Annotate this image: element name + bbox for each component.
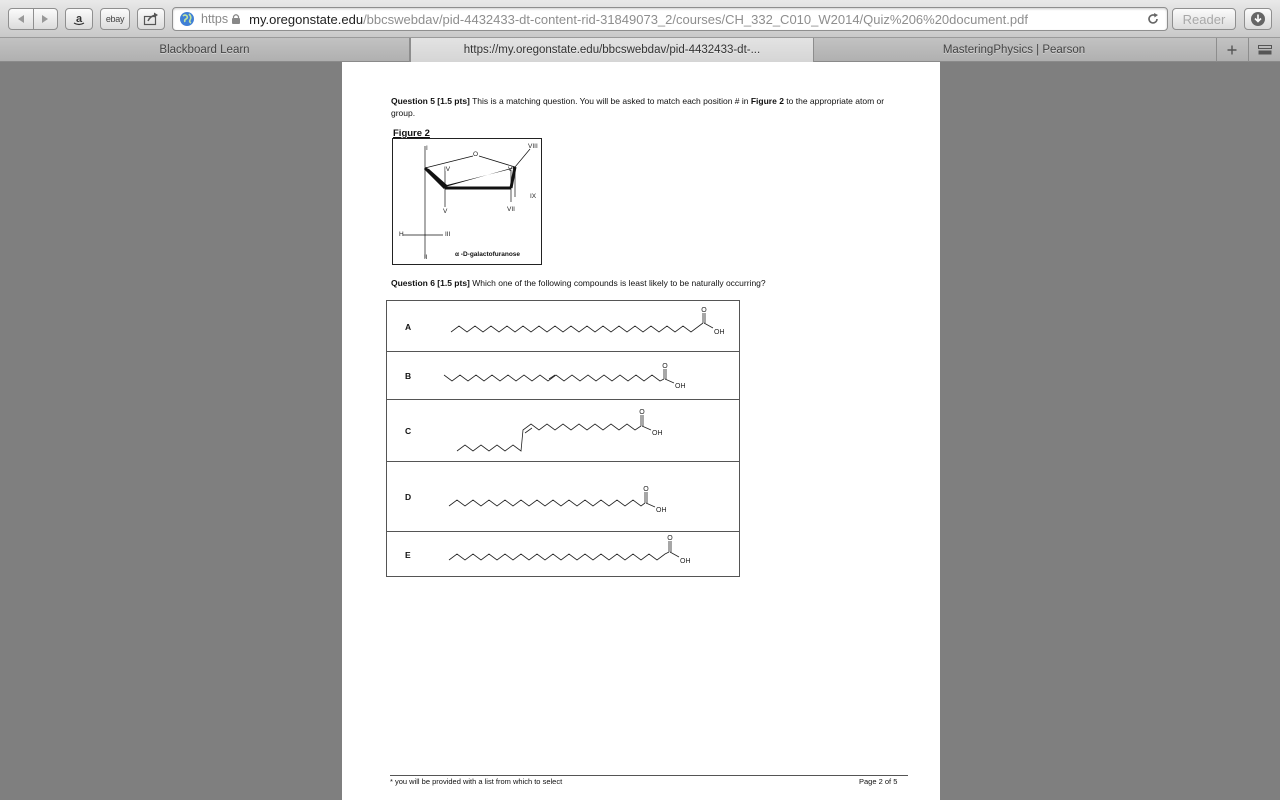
footer-note: * you will be provided with a list from which to select [390, 777, 563, 786]
compound-c-hydroxyl: OH [652, 430, 663, 437]
question-6-text [391, 278, 911, 290]
choice-row-a [387, 301, 739, 352]
choice-label-d: D [405, 492, 412, 502]
downloads-button[interactable] [1244, 8, 1272, 30]
https-label: https [201, 12, 229, 26]
compound-d-structure [387, 462, 739, 532]
compound-b-oxygen: O [662, 363, 668, 370]
choice-row-b [387, 352, 739, 400]
tab-quiz-document[interactable]: https://my.oregonstate.edu/bbcswebdav/pid-4432433-dt-... [410, 38, 814, 62]
position-v-label: V [443, 208, 448, 215]
compound-a-structure [387, 301, 739, 352]
download-icon [1250, 11, 1266, 27]
hydrogen-label: H [399, 231, 404, 238]
question-5-text [391, 96, 891, 119]
question-6-heading: Question 6 [1.5 pts] [391, 278, 470, 288]
svg-text:a: a [75, 13, 83, 25]
compound-c-oxygen: O [639, 409, 645, 416]
browser-toolbar [0, 0, 1280, 38]
url-path: /bbcswebdav/pid-4432433-dt-content-rid-31849073_2/courses/CH_332_C010_W2014/Quiz%206%20document.pdf [363, 11, 1028, 27]
choice-label-a: A [405, 322, 412, 332]
globe-icon [179, 11, 195, 27]
compound-b-structure [387, 352, 739, 400]
reload-icon[interactable] [1146, 12, 1160, 26]
forward-arrow-icon [40, 14, 50, 24]
position-ii-label: II [424, 254, 428, 261]
amazon-bookmark-button[interactable] [65, 8, 93, 30]
choice-label-b: B [405, 371, 412, 381]
url-domain: my.oregonstate.edu [249, 11, 364, 27]
compound-c-structure [387, 400, 739, 462]
address-bar[interactable] [172, 7, 1168, 31]
choice-label-e: E [405, 550, 411, 560]
compound-table [386, 300, 740, 577]
reader-button[interactable]: Reader [1172, 8, 1236, 30]
back-button[interactable] [9, 9, 33, 29]
compound-e-oxygen: O [667, 535, 673, 542]
tab-mastering-physics[interactable]: MasteringPhysics | Pearson [942, 44, 1086, 56]
ring-oxygen-label: O [473, 151, 479, 158]
ebay-bookmark-button[interactable]: ebay [100, 8, 130, 30]
figure-2-caption: α -D-galactofuranose [455, 251, 521, 258]
share-icon [143, 12, 159, 26]
footer-rule [390, 775, 908, 776]
choice-label-c: C [405, 426, 412, 436]
tab-blackboard-learn[interactable]: Blackboard Learn [0, 38, 410, 62]
choice-row-c [387, 400, 739, 462]
question-5-figure-ref: Figure 2 [750, 96, 784, 106]
figure-2-title: Figure 2 [393, 128, 430, 139]
question-5-body-a: This is a matching question. You will be asked to match each position # in [469, 96, 751, 106]
choice-row-d [387, 462, 739, 532]
new-tab-button[interactable] [1216, 38, 1246, 62]
forward-button[interactable] [34, 9, 58, 29]
furanose-structure [393, 139, 541, 264]
position-viii-label: VIII [528, 143, 538, 150]
compound-a-hydroxyl: OH [714, 329, 725, 336]
figure-2-diagram [392, 138, 542, 265]
question-5-heading: Question 5 [1.5 pts] [391, 96, 470, 106]
choice-row-e [387, 532, 739, 577]
compound-d-hydroxyl: OH [656, 507, 667, 514]
pdf-page [342, 62, 940, 800]
question-5-body-b: to the appropriate atom or group. [391, 96, 885, 118]
position-iii-label: III [445, 231, 451, 238]
plus-icon [1227, 45, 1237, 55]
lock-icon [231, 13, 241, 25]
share-button[interactable] [137, 8, 165, 30]
tab-bar [0, 38, 1280, 62]
compound-e-hydroxyl: OH [680, 558, 691, 565]
position-vii-label: VII [507, 206, 515, 213]
back-arrow-icon [16, 14, 26, 24]
nav-button-group [8, 8, 58, 30]
position-iv-label: IV [444, 166, 451, 173]
tab-overview-icon [1258, 45, 1272, 55]
position-i-label: I [426, 145, 428, 152]
compound-a-oxygen: O [701, 307, 707, 314]
position-vi-label: VI [508, 166, 515, 173]
position-ix-label: IX [530, 193, 537, 200]
compound-d-oxygen: O [643, 486, 649, 493]
compound-b-hydroxyl: OH [675, 383, 686, 390]
question-6-body: Which one of the following compounds is least likely to be naturally occurring? [469, 278, 766, 288]
page-number: Page 2 of 5 [859, 777, 898, 786]
tab-overview-button[interactable] [1248, 38, 1280, 62]
amazon-icon [72, 12, 86, 26]
compound-e-structure [387, 532, 739, 577]
